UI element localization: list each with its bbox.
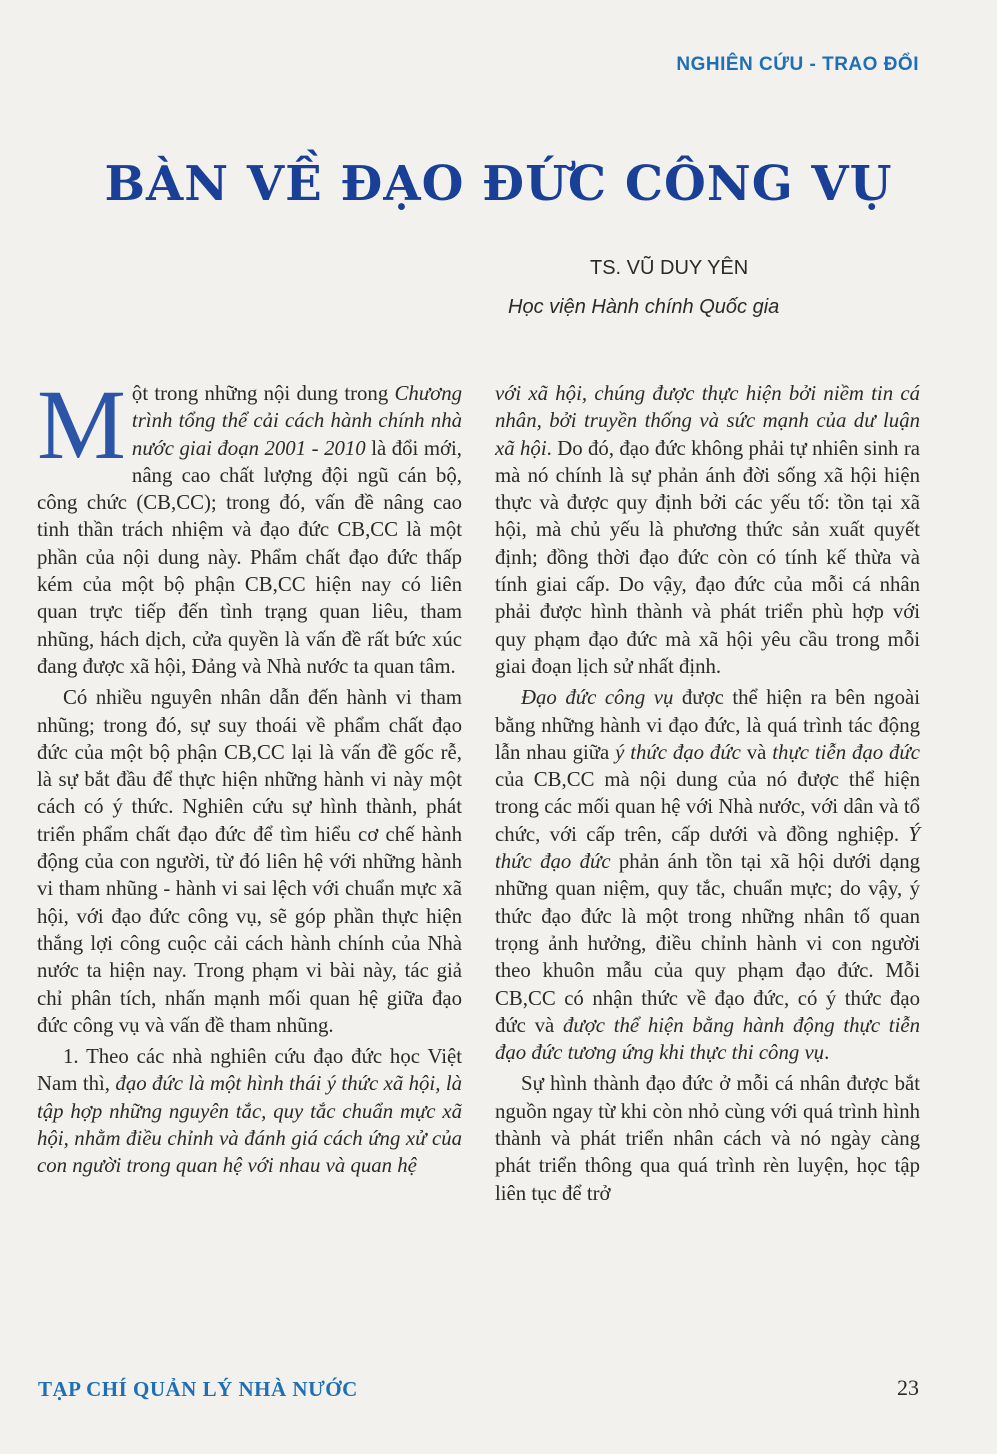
left-column — [37, 369, 463, 1184]
section-header: NGHIÊN CỨU - TRAO ĐỔI — [676, 54, 919, 75]
paragraph-2: Có nhiều nguyên nhân dẫn đến hành vi tham nhũng; trong đó, sự suy thoái về phẩm chất đạo đức của một bộ phận CB,CC lại là vấn đề gốc rễ, là sự bắt đầu để thực hiện những hành vi này một cách có ý thức. Nghiên cứu sự hình thành, phát triển phẩm chất đạo đức để tìm hiểu cơ chế hành động của con người, từ đó liên hệ với những hành vi tham nhũng - hành vi sai lệch với chuẩn mực xã hội, với đạo đức công vụ, sẽ góp phần thực hiện thắng lợi công cuộc cải cách hành chính của Nhà nước ta hiện nay. Trong phạm vi bài này, tác giả chỉ phân tích, nhấn mạnh mối quan hệ giữa đạo đức công vụ và vấn đề tham nhũng. — [37, 686, 462, 1037]
author-affiliation: Học viện Hành chính Quốc gia — [508, 296, 780, 318]
drop-cap: M — [37, 369, 126, 480]
paragraph-4: với xã hội, chúng được thực hiện bởi niềm tin cá nhân, bởi truyền thống và sức mạnh của dư luận xã hội. Do đó, đạo đức không phải tự nhiên sinh ra mà nó chính là sự phản ánh đời sống xã hội hiện thực và được quy định bởi các yếu tố: tồn tại xã hội, mà chủ yếu là phương thức sản xuất quyết định; đồng thời đạo đức còn có tính kế thừa và tính giai cấp. Do vậy, đạo đức của mỗi cá nhân phải được hình thành và phát triển phù hợp với quy phạm đạo đức mà xã hội yêu cầu trong mỗi giai đoạn lịch sử nhất định. — [495, 382, 920, 678]
paragraph-5: Đạo đức công vụ được thể hiện ra bên ngoài bằng những hành vi đạo đức, là quá trình tác động lẫn nhau giữa ý thức đạo đức và thực tiễn đạo đức của CB,CC mà nội dung của nó được thể hiện trong các mối quan hệ với Nhà nước, với dân và tổ chức, với cấp trên, cấp dưới và đồng nghiệp. Ý thức đạo đức phản ánh tồn tại xã hội dưới dạng những quan niệm, quy tắc, chuẩn mực; do vậy, ý thức đạo đức là một trong những nhân tố quan trọng ảnh hưởng, điều chỉnh hành vi con người theo khuôn mẫu của quy phạm đạo đức. Mỗi CB,CC có nhận thức về đạo đức, có ý thức đạo đức và được thể hiện bằng hành động thực tiễn đạo đức tương ứng khi thực thi công vụ. — [495, 686, 920, 1065]
author-name: TS. VŨ DUY YÊN — [590, 257, 749, 279]
right-column — [495, 380, 920, 1211]
journal-name: TẠP CHÍ QUẢN LÝ NHÀ NƯỚC — [38, 1377, 358, 1401]
page-number: 23 — [897, 1375, 919, 1400]
article-title: BÀN VỀ ĐẠO ĐỨC CÔNG VỤ — [104, 156, 893, 212]
paragraph-1: Một trong những nội dung trong Chương trình tổng thể cải cách hành chính nhà nước giai đoạn 2001 - 2010 là đổi mới, nâng cao chất lượng đội ngũ cán bộ, công chức (CB,CC); trong đó, vấn đề nâng cao tinh thần trách nhiệm và đạo đức CB,CC là một phần của nội dung này. Phẩm chất đạo đức thấp kém của một bộ phận CB,CC hiện nay có liên quan trực tiếp đến tình trạng quan liêu, tham nhũng, hách dịch, cửa quyền là vấn đề rất bức xúc đang được xã hội, Đảng và Nhà nước ta quan tâm. — [37, 369, 462, 678]
paragraph-3: 1. Theo các nhà nghiên cứu đạo đức học Việt Nam thì, đạo đức là một hình thái ý thức xã hội, là tập hợp những nguyên tắc, quy tắc chuẩn mực xã hội, nhằm điều chỉnh và đánh giá cách ứng xử của con người trong quan hệ với nhau và quan hệ — [37, 1045, 463, 1178]
paragraph-6: Sự hình thành đạo đức ở mỗi cá nhân được bắt nguồn ngay từ khi còn nhỏ cùng với quá trình hình thành và phát triển nhân cách và nó ngày càng phát triển thông qua quá trình rèn luyện, học tập liên tục để trở — [495, 1072, 920, 1205]
